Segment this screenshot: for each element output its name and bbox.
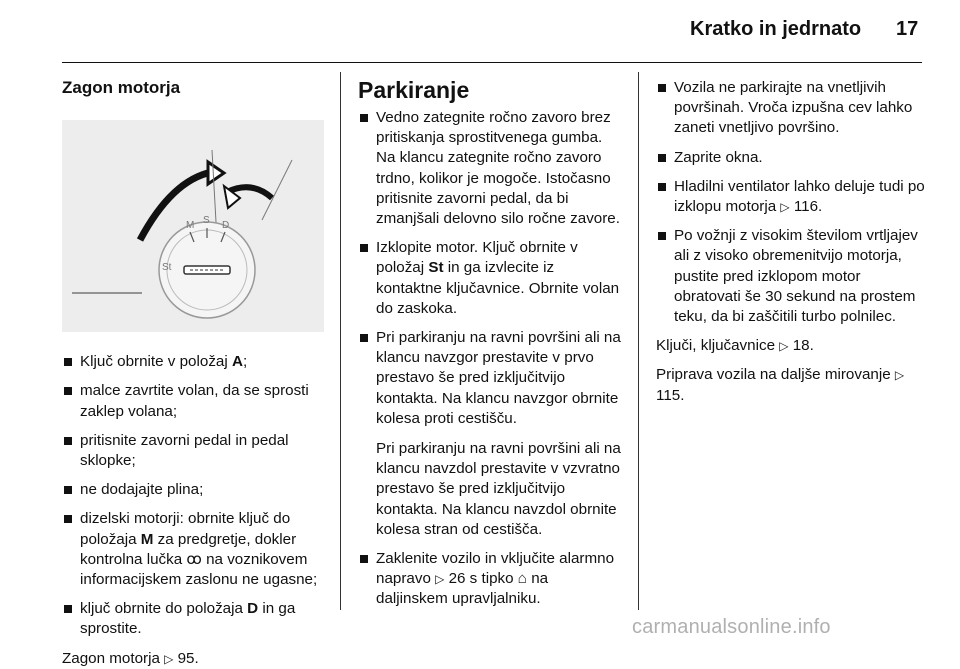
page-ref-icon: ▷ — [894, 368, 905, 383]
vehicle-storage-reference: Priprava vozila na daljše mirovanje ▷ 115. — [656, 366, 905, 404]
column-parking — [358, 72, 624, 619]
column-engine-start — [62, 72, 330, 669]
list-item: Vedno zategnite ročno zavoro brez pritiskanja sprostitvenega gumba. Na klancu zategnite ročno zavoro trdno, kolikor je mogoče. Istočasno pritisnite zavorni pedal, da bi zmanjšali delovno silo ročne zavore. — [358, 108, 624, 229]
page-ref-icon: ▷ — [779, 339, 789, 354]
column-divider — [638, 72, 639, 610]
list-item: Izklopite motor. Ključ obrnite v položaj St in ga izvlecite iz kontaktne ključavnice. Obrnite volan do zaskoka. — [358, 238, 624, 319]
list-item: ključ obrnite do položaja D in ga sprostite. — [62, 599, 330, 639]
position-label-s: S — [203, 215, 210, 227]
list-item: dizelski motorji: obrnite ključ do položaja M za predgretje, dokler kontrolna lučka ꝏ na voznikovem informacijskem zaslonu ne ugasne; — [62, 509, 330, 590]
list-item: Hladilni ventilator lahko deluje tudi po izklopu motorja ▷ 116. — [656, 177, 926, 217]
section-heading-engine-start: Zagon motorja — [62, 78, 181, 97]
list-item: Zaprite okna. — [656, 148, 926, 168]
watermark: carmanualsonline.info — [632, 616, 831, 638]
glow-plug-icon: ꝏ — [186, 550, 202, 568]
parking-steps-continued — [656, 78, 926, 327]
page-header — [0, 0, 960, 62]
header-rule — [62, 62, 922, 63]
section-heading-parking: Parkiranje — [358, 77, 470, 103]
keys-locks-reference: Ključi, ključavnice ▷ 18. — [656, 337, 814, 355]
list-item: Pri parkiranju na ravni površini ali na klancu navzgor prestavite v prvo prestavo še pred izključitvijo kontakta. Na klancu navzgor obrnite kolesa proti cestišču. Pri parkiranju na ravni površini ali na klancu navzdol prestavite v vzvratno prestavo še pred izključitvijo kontakta. Na klancu navzdol obrnite kolesa stran od cestišča. — [358, 328, 624, 540]
list-item: pritisnite zavorni pedal in pedal sklopke; — [62, 431, 330, 471]
position-label-m: M — [186, 220, 195, 232]
list-item: Zaklenite vozilo in vključite alarmno napravo ▷ 26 s tipko ⌂ na daljinskem upravljalniku. — [358, 549, 624, 610]
page-ref-icon: ▷ — [780, 200, 790, 215]
remote-lock-key-icon: ⌂ — [517, 570, 527, 588]
ignition-figure — [62, 120, 324, 332]
page-ref-icon: ▷ — [164, 651, 174, 666]
list-item: Ključ obrnite v položaj A; — [62, 352, 330, 372]
header-title: Kratko in jedrnato — [690, 18, 862, 40]
page-ref-icon: ▷ — [435, 572, 445, 587]
position-label-d: D — [222, 220, 230, 232]
list-item: ne dodajajte plina; — [62, 480, 330, 500]
list-item: Po vožnji z visokim številom vrtljajev ali z visoko obremenitvijo motorja, pustite pred izklopom motor obratovati še 30 sekund na prostem teku, da bi zaščitili turbo polnilec. — [656, 226, 926, 327]
column-divider — [340, 72, 341, 610]
column-parking-continued — [656, 72, 926, 415]
parking-steps — [358, 108, 624, 610]
list-item: malce zavrtite volan, da se sprosti zaklep volana; — [62, 381, 330, 421]
list-item: Vozila ne parkirajte na vnetljivih površinah. Vroča izpušna cev lahko zaneti vnetljivo površino. — [656, 78, 926, 139]
position-label-st: St — [162, 262, 172, 274]
engine-start-steps — [62, 352, 330, 639]
engine-start-reference: Zagon motorja ▷ 95. — [62, 649, 199, 667]
page-number: 17 — [896, 18, 919, 40]
ignition-illustration — [62, 120, 324, 332]
